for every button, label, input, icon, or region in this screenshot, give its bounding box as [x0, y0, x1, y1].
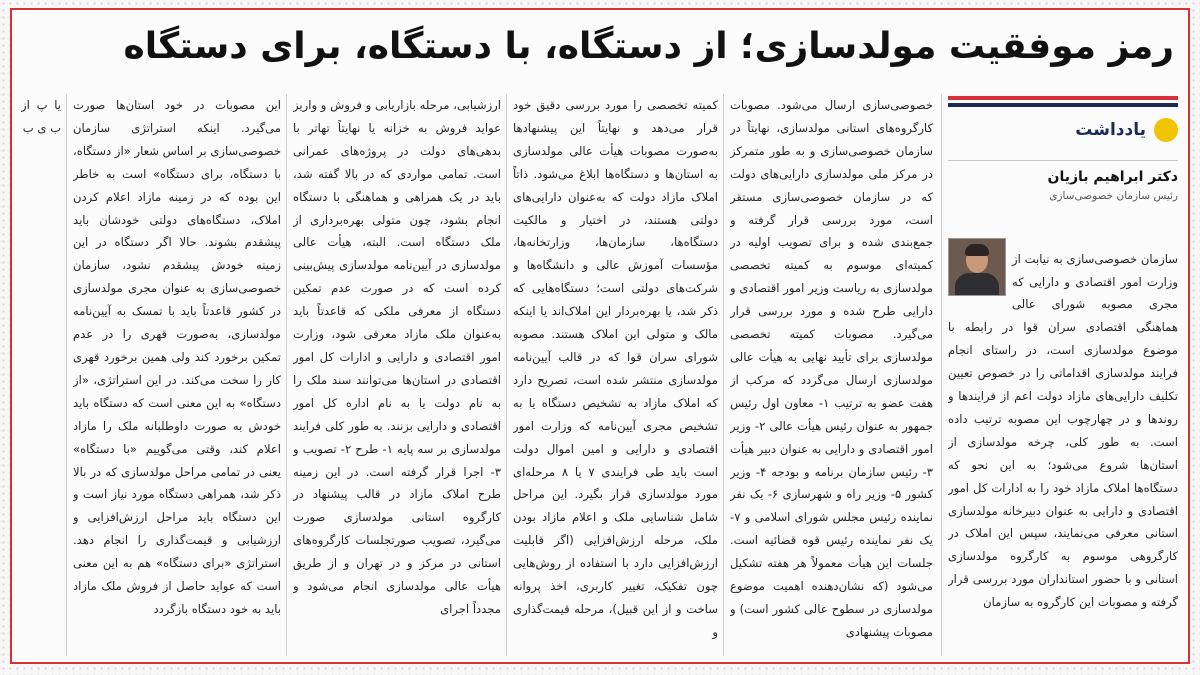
accent-bar-red [948, 96, 1178, 100]
article-column-2 [513, 94, 718, 656]
article-column-3 [293, 94, 501, 656]
column-text: کمیته تخصصی را مورد بررسی دقیق خود قرار می‌دهد و نهایتاً این پیشنهادها به‌صورت مصوبات هیأت عالی مولدسازی به استان‌ها و دستگاه‌ها ابلاغ می‌شود. ذاتاً املاک مازاد دولت که به‌عنوان دارایی‌های دولتی هستند، در اختیار و مالکیت دستگاه‌ها، سازمان‌ها، وزارتخانه‌ها، مؤسسات آموزش عالی و دانشگاه‌ها و شرکت‌های دولتی است؛ دستگاه‌هایی که ذکر شد، یا بهره‌بردار این املاک‌اند یا اینکه مالک و متولی این املاک هستند. مصوبه شورای سران قوا که در قالب آیین‌نامه مولدسازی منتشر شده است، تصریح دارد که املاک مازاد به تشخیص دستگاه یا به تشخیص مجری آیین‌نامه که وزارت امور اقتصادی و دارایی و امین اموال دولت است باید طی فرایندی ۷ یا ۸ مرحله‌ای مورد مولدسازی قرار بگیرد. این مراحل شامل شناسایی ملک و اعلام مازاد بودن ملک، مرحله ارزش‌افزایی (اگر قابلیت ارزش‌افزایی دارد با استفاده از روش‌هایی چون تفکیک، تغییر کاربری، اخذ پروانه ساخت و از این قبیل)، مرحله قیمت‌گذاری و [513, 98, 718, 639]
sidebar-column [948, 236, 1178, 656]
article-column-1 [730, 94, 933, 656]
divider [948, 160, 1178, 161]
author-name: دکتر ابراهیم بازیان [1047, 169, 1178, 185]
column-divider [506, 94, 507, 656]
author-role: رئیس سازمان خصوصی‌سازی [1049, 190, 1178, 202]
column-divider [286, 94, 287, 656]
article-column-5-cut [21, 94, 61, 656]
article-page [10, 8, 1190, 664]
column-divider [66, 94, 67, 656]
column-text: این مصوبات در خود استان‌ها صورت می‌گیرد. اینکه استراتژی سازمان خصوصی‌سازی بر اساس شعار «از دستگاه، با دستگاه، برای دستگاه» است به خاطر این بوده که در زمینه مازاد اعلام کردن املاک، دستگاه‌های دولتی خودشان باید پیشقدم بشوند. حالا اگر دستگاه در این زمینه خودش پیشقدم نشود، سازمان خصوصی‌سازی به عنوان مجری مولدسازی در کشور قاعدتاً باید با تمسک به آیین‌نامه مولدسازی، به‌صورت قهری را در عدم تمکین برخورد کند ولی همین برخورد قهری کار را سخت می‌کند. در این استراتژی، «از دستگاه» به این معنی است که دستگاه باید خودش به صورت داوطلبانه ملک را مازاد اعلام کند، وقتی می‌گوییم «با دستگاه» یعنی در تمامی مراحل مولدسازی که در بالا ذکر شد، همراهی دستگاه مورد نیاز است و این دستگاه باید مراحل ارزش‌افزایی و ارزشیابی و قیمت‌گذاری را انجام دهد. استراتژی «برای دستگاه» هم به این معنی است که عواید حاصل از فروش ملک مازاد باید به خود دستگاه بازگردد [73, 98, 281, 616]
column-divider [723, 94, 724, 656]
article-column-4 [73, 94, 281, 656]
section-header [948, 110, 1178, 150]
column-divider [941, 94, 942, 656]
author-photo [948, 238, 1006, 296]
column-text: خصوصی‌سازی ارسال می‌شود. مصوبات کارگروه‌های استانی مولدسازی، نهایتاً در سازمان خصوصی‌سازی و به طور متمرکز در مرکز ملی مولدسازی دارایی‌های دولت که در سازمان خصوصی‌سازی مستقر است، مورد بررسی قرار گرفته و جمع‌بندی شده و برای تصویب اولیه در کمیته‌ای موسوم به کمیته تخصصی مولدسازی به ریاست وزیر امور اقتصادی و دارایی طرح شده و مورد بررسی قرار می‌گیرد. مصوبات کمیته تخصصی مولدسازی برای تأیید نهایی به هیأت عالی مولدسازی ارسال می‌گردد که مرکب از هفت عضو به ترتیب ۱- معاون اول رئیس جمهور به عنوان رئیس هیأت عالی ۲- وزیر امور اقتصادی و دارایی به عنوان دبیر هیأت ۳- رئیس سازمان برنامه و بودجه ۴- وزیر کشور ۵- وزیر راه و شهرسازی ۶- یک نفر نماینده رئیس مجلس شورای اسلامی و ۷- یک نفر نماینده رئیس قوه قضائیه است. جلسات این هیأت معمولاً هر هفته تشکیل می‌شود (که نشان‌دهنده اهمیت موضوع مولدسازی در سطوح عالی کشور است) و مصوبات پیشنهادی [730, 98, 933, 639]
article-headline: رمز موفقیت مولدسازی؛ از دستگاه، با دستگاه، برای دستگاه [123, 26, 1174, 67]
yellow-dot-icon [1154, 118, 1178, 142]
accent-bar-navy [948, 103, 1178, 107]
column-text: یا پ از ب ی ب [21, 98, 61, 135]
sidebar-paragraph: سازمان خصوصی‌سازی به نیابت از وزارت امور اقتصادی و دارایی که مجری مصوبه شورای عالی هماهنگی اقتصادی سران قوا در رابطه با موضوع مولدسازی است، در راستای انجام فرایند مولدسازی اقداماتی را در خصوص تعیین تکلیف دارایی‌های مازاد دولت اعم از فرایندها و روندها و در چهارچوب این مصوبه ترتیب داده است. به طور کلی، چرخه مولدسازی از استان‌ها شروع می‌شود؛ به این نحو که دستگاه‌ها املاک مازاد خود را به ادارات کل امور اقتصادی و دارایی به عنوان دبیرخانه مولدسازی استانی معرفی می‌نمایند، سپس این املاک در کارگروهی موسوم به کارگروه مولدسازی استانی و با حضور استانداران مورد بررسی قرار گرفته و مصوبات این کارگروه به سازمان [948, 251, 1178, 610]
column-text: ارزشیابی، مرحله بازاریابی و فروش و واریز عواید فروش به خزانه یا نهایتاً تهاتر با بدهی‌های دولت در پروژه‌های عمرانی است. تمامی مواردی که در بالا گفته شد، باید در یک همراهی و هماهنگی با دستگاه انجام بشود، چون متولی بهره‌برداری از ملک دستگاه است. البته، هیأت عالی مولدسازی در آیین‌نامه مولدسازی پیش‌بینی کرده است که در صورت عدم تمکین دستگاه از معرفی ملکی که قاعدتاً باید به‌عنوان ملک مازاد معرفی شود، وزارت امور اقتصادی و دارایی و ادارات کل امور اقتصادی در استان‌ها می‌توانند سند ملک را به نام دولت یا به نام اداره کل امور اقتصادی و دارایی بزنند. به طور کلی فرایند مولدسازی بر سه پایه ۱- طرح ۲- تصویب و ۳- اجرا قرار گرفته است. در این زمینه طرح املاک مازاد در قالب پیشنهاد در کارگروه استانی مولدسازی صورت می‌گیرد، تصویب صورتجلسات کارگروه‌های استانی در مرکز و در تهران و از طریق هیأت عالی مولدسازی انجام می‌شود و مجدداً اجرای [293, 98, 501, 616]
author-block [948, 166, 1178, 204]
section-title: یادداشت [1075, 120, 1146, 140]
